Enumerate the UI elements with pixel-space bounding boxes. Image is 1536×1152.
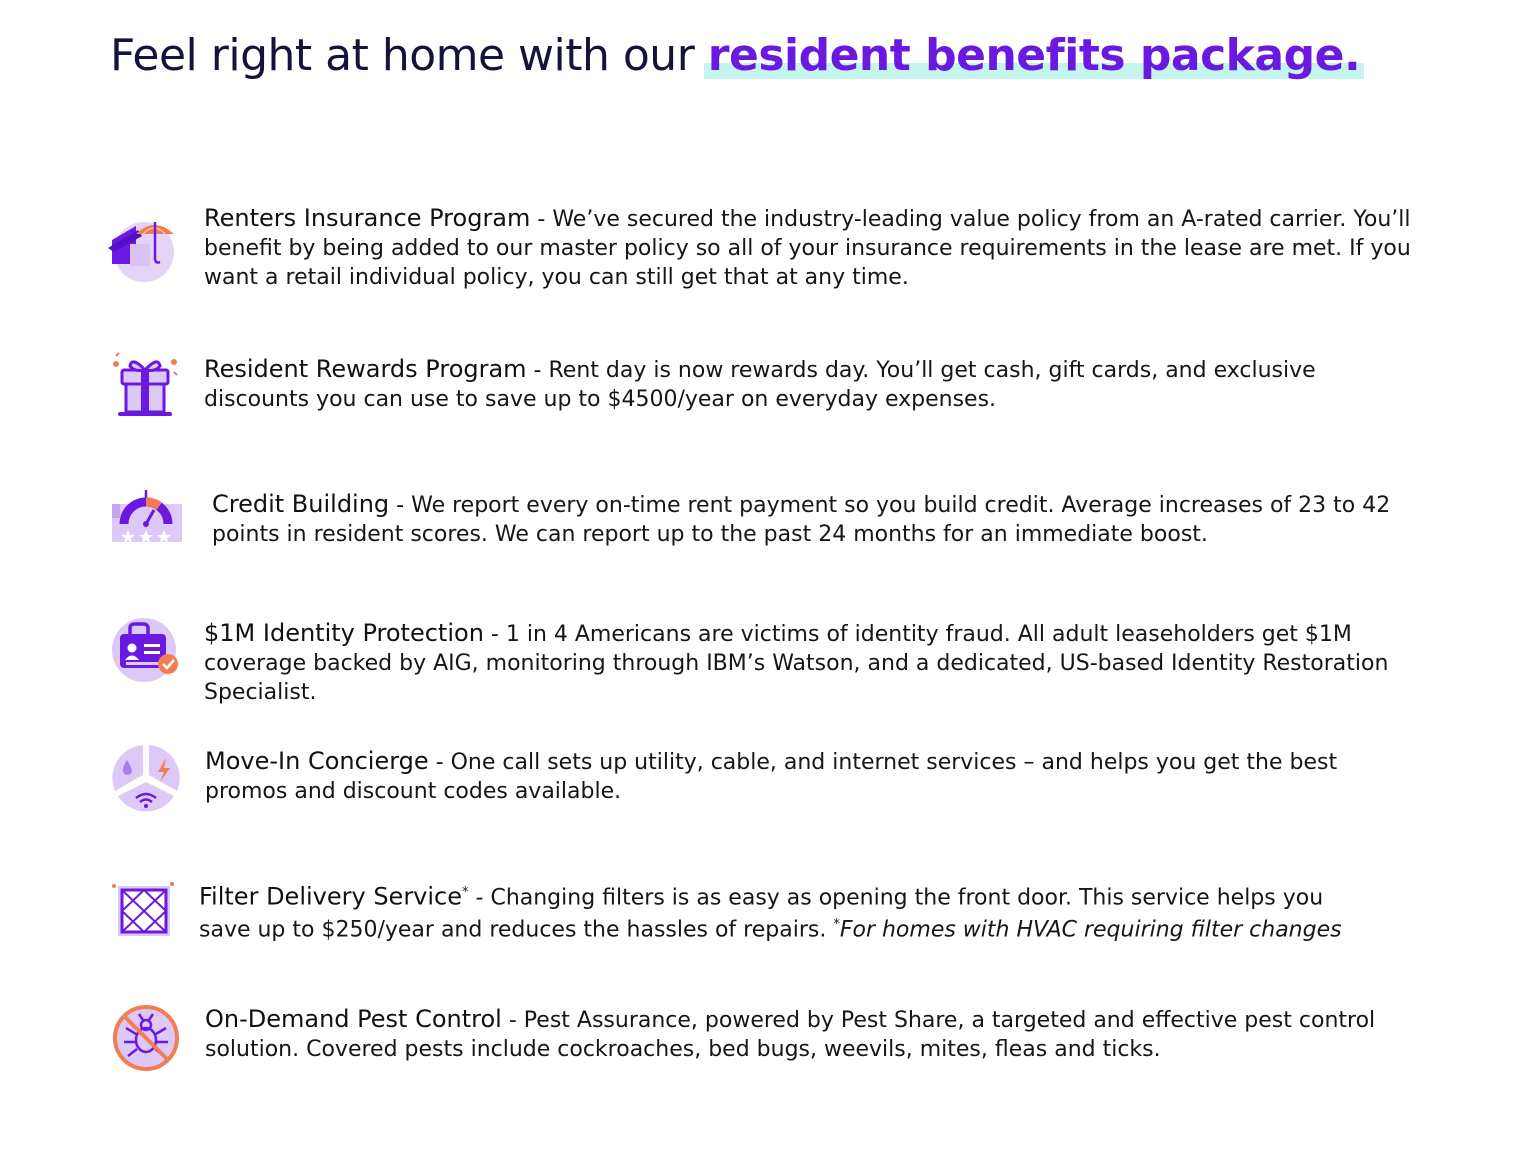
credit-gauge-icon — [110, 488, 182, 560]
page-headline — [110, 30, 1360, 81]
benefit-description: We report every on-time rent payment so you build credit. Average increases of 23 to 42 points in resident scores. We can report up to the past 24 months for an immediate boost. — [212, 493, 1391, 547]
benefit-note-mark: * — [833, 917, 840, 933]
no-bugs-icon — [110, 1002, 182, 1074]
benefit-title: Filter Delivery Service — [199, 882, 463, 911]
benefit-separator: - — [501, 1008, 524, 1033]
benefit-text — [205, 1005, 1415, 1064]
benefit-title: Resident Rewards Program — [204, 355, 527, 383]
benefit-title-mark: * — [462, 885, 469, 900]
benefit-title: Move-In Concierge — [205, 747, 429, 775]
benefit-separator: - — [428, 750, 451, 775]
benefit-separator: - — [530, 207, 553, 232]
headline-highlight: resident benefits package. — [707, 30, 1361, 81]
gift-icon — [108, 352, 180, 424]
benefit-footnote: For homes with HVAC requiring filter changes — [839, 917, 1342, 943]
benefit-description: Rent day is now rewards day. You’ll get cash, gift cards, and exclusive discounts you can use to save up to $4500/year on everyday expenses. — [204, 358, 1316, 412]
benefit-text — [204, 355, 1394, 414]
benefit-text — [212, 490, 1402, 549]
benefit-description: We’ve secured the industry-leading value policy from an A-rated carrier. You’ll benefit by being added to our master policy so all of your insurance requirements in the lease are met. If you want a retail individual policy, you can still get that at any time. — [204, 207, 1411, 290]
benefit-title: Credit Building — [212, 490, 390, 518]
air-filter-icon — [110, 878, 182, 950]
benefit-title: Renters Insurance Program — [204, 204, 531, 232]
benefit-text — [205, 747, 1425, 806]
benefit-separator: - — [526, 358, 549, 383]
benefit-description: 1 in 4 Americans are victims of identity fraud. All adult leaseholders get $1M coverage backed by AIG, monitoring through IBM’s Watson, and a dedicated, US-based Identity Restoration Specialist. — [204, 622, 1389, 705]
utilities-pie-icon — [110, 742, 182, 814]
benefit-separator: - — [483, 622, 506, 647]
benefit-separator: - — [389, 493, 412, 518]
benefit-title: On-Demand Pest Control — [205, 1005, 502, 1033]
benefit-text — [204, 204, 1428, 292]
benefit-description: One call sets up utility, cable, and internet services – and helps you get the best promos and discount codes available. — [205, 750, 1338, 804]
benefit-text — [199, 879, 1349, 944]
benefit-separator: - — [468, 885, 491, 911]
benefit-description: Pest Assurance, powered by Pest Share, a targeted and effective pest control solution. Covered pests include cockroaches, bed bugs, weevils, mites, fleas and ticks. — [205, 1008, 1376, 1062]
umbrella-house-icon — [108, 214, 180, 286]
headline-lead: Feel right at home with our — [110, 30, 695, 81]
benefit-text — [204, 619, 1430, 707]
benefit-title: $1M Identity Protection — [204, 619, 484, 647]
benefit-description: Changing filters is as easy as opening the front door. This service helps you save up to $250/year and reduces the hassles of repairs. — [199, 885, 1324, 943]
id-badge-icon — [110, 616, 182, 688]
